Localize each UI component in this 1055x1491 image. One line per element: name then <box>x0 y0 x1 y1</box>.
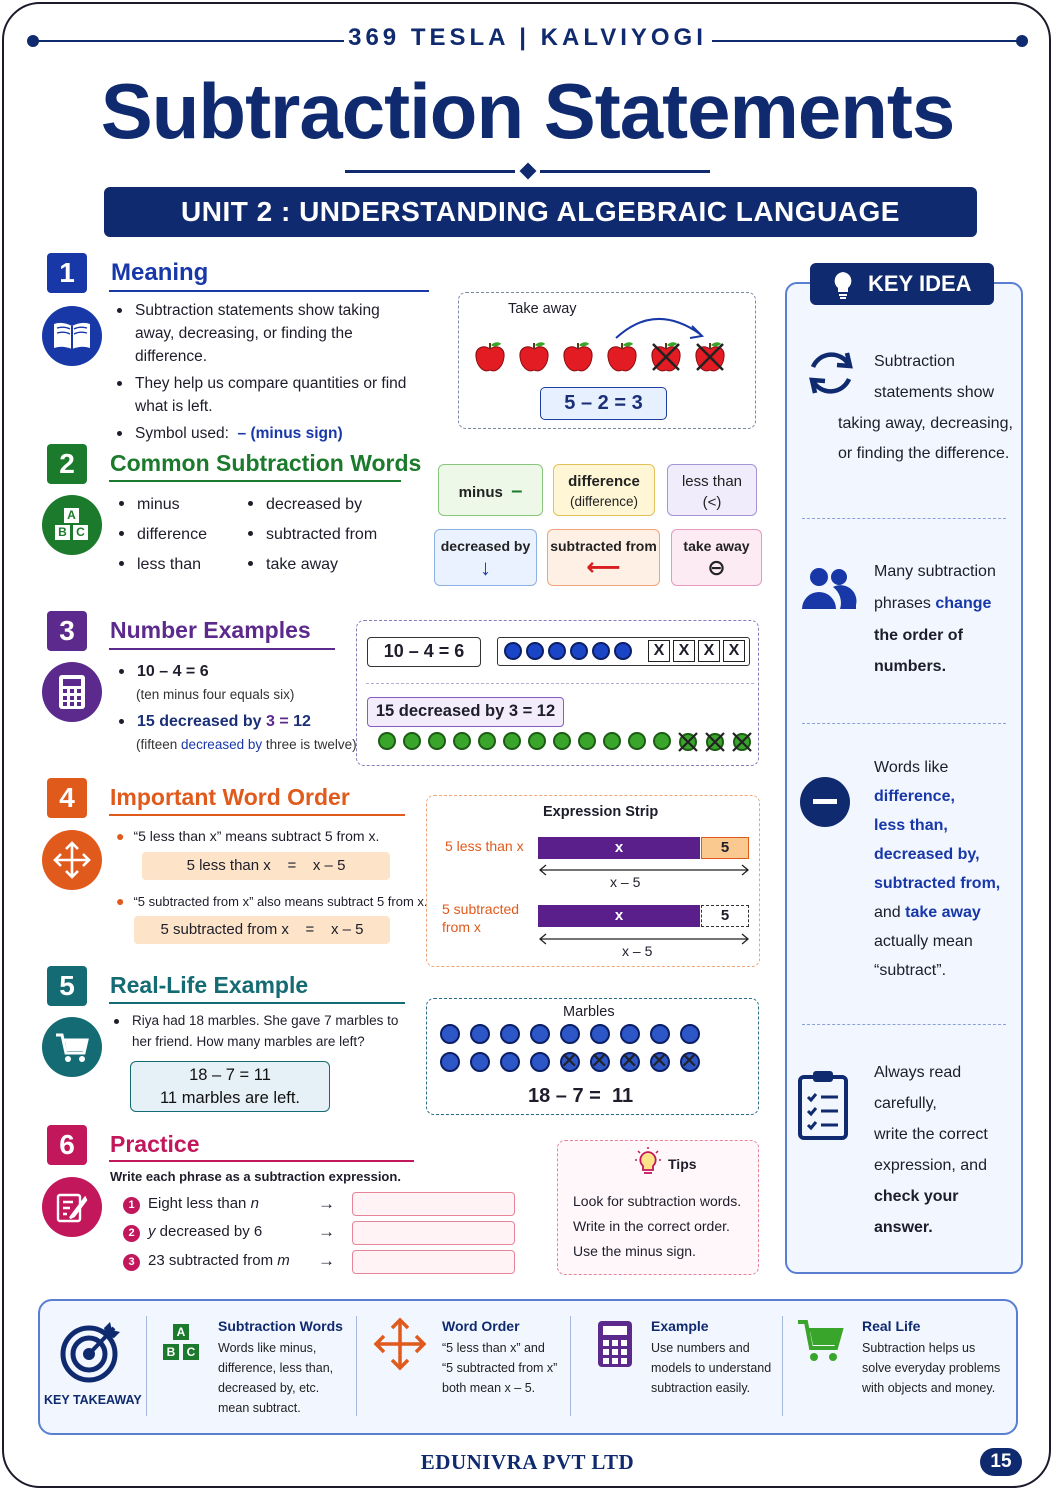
section-6-title: Practice <box>110 1131 200 1157</box>
takeaway-cart-icon <box>796 1318 846 1364</box>
word-decreased-by: decreased by <box>244 492 404 518</box>
chip-difference-sub: (difference) <box>569 494 639 509</box>
chip-minus-label: minus <box>458 484 503 501</box>
green-dot <box>428 732 446 750</box>
word-order-bullet-2: ● “5 subtracted from x” also means subtract 5 from x. <box>116 893 428 909</box>
example-2-words-c: three is twelve) <box>265 737 357 752</box>
blue-dot <box>548 642 566 660</box>
practice-instructions: Write each phrase as a subtraction expression. <box>110 1169 401 1184</box>
marbles-label: Marbles <box>563 1004 615 1020</box>
answer-eq: 18 – 7 = 11 <box>189 1066 271 1084</box>
block-a: A <box>64 508 79 523</box>
crossed-marble <box>620 1052 640 1072</box>
key-3-subtracted-from: subtracted from, <box>874 875 1001 892</box>
key-4-line-5: check your <box>874 1188 959 1205</box>
marble <box>620 1024 640 1044</box>
word-order-highlight-2 <box>134 916 390 944</box>
strip-1-span-arrow <box>538 864 750 876</box>
takeaway-3-l2: models to understand <box>651 1361 772 1375</box>
takeaway-3-l1: Use numbers and <box>651 1341 750 1355</box>
takeaway-block-b: B <box>163 1344 179 1360</box>
q2-var: y <box>148 1223 156 1240</box>
marble <box>560 1024 580 1044</box>
example-box-1: 10 – 4 = 6 <box>367 637 481 667</box>
chip-less-than <box>667 464 757 516</box>
blue-dot-row <box>504 642 632 660</box>
takeaway-4-l1: Subtraction helps us <box>862 1341 976 1355</box>
key-2-change: change <box>935 595 992 612</box>
strip-2-five: 5 <box>701 905 749 927</box>
green-dot <box>528 732 546 750</box>
crossed-green-dot <box>705 732 725 752</box>
title-rule-right <box>540 170 710 173</box>
apple <box>517 340 551 374</box>
header-rule-right <box>712 40 1022 42</box>
key-2-line-4: numbers. <box>874 658 947 675</box>
number-examples-list <box>115 660 355 760</box>
example-2-phrase: 15 decreased by <box>137 713 262 730</box>
section-3-rule <box>109 648 335 650</box>
word-list-left <box>115 492 245 582</box>
symbol-label: Symbol used: <box>135 425 229 442</box>
section-6-number: 6 <box>47 1125 87 1165</box>
circled-minus-icon: ⊖ <box>707 555 726 580</box>
takeaway-block-a: A <box>173 1324 189 1340</box>
green-dot <box>553 732 571 750</box>
section-4-rule <box>109 814 405 816</box>
marble <box>680 1024 700 1044</box>
meaning-bullet-3 <box>113 422 423 445</box>
crossed-apple <box>649 340 683 374</box>
page-title: Subtraction Statements <box>100 67 955 155</box>
strip-label-2a: 5 subtracted <box>442 901 520 917</box>
strip-label-2 <box>442 900 519 936</box>
word-order-bullet-1: ● “5 less than x” means subtract 5 from x. <box>116 828 380 844</box>
key-1-line-3: taking away, decreasing, <box>838 415 1013 432</box>
key-4-line-6: answer. <box>874 1219 933 1236</box>
crossed-marble <box>650 1052 670 1072</box>
crossed-apple <box>693 340 727 374</box>
q2-arrow: → <box>318 1222 335 1241</box>
h1-phrase: 5 less than x <box>186 857 271 874</box>
chip-take-label: take away <box>683 538 750 554</box>
marble <box>650 1024 670 1044</box>
section-2-title: Common Subtraction Words <box>110 450 422 476</box>
calculator-icon <box>42 662 102 722</box>
green-dot <box>478 732 496 750</box>
take-away-label: Take away <box>508 301 577 317</box>
section-4-number: 4 <box>47 778 87 818</box>
takeaway-2-l1: “5 less than x” and <box>442 1341 545 1355</box>
section-2-number: 2 <box>47 444 87 484</box>
crossed-box: X <box>648 640 670 662</box>
crossed-box-row <box>648 640 745 662</box>
chip-take-away <box>671 529 762 586</box>
chip-difference-label: difference <box>568 473 640 490</box>
marble <box>440 1024 460 1044</box>
takeaway-col-3 <box>651 1316 771 1398</box>
takeaway-1-title: Subtraction Words <box>218 1318 343 1334</box>
h1-equals: = <box>287 857 297 874</box>
apple <box>473 340 507 374</box>
key-3-difference: difference, <box>874 788 955 805</box>
title-rule-left <box>345 170 515 173</box>
takeaway-2-l2: “5 subtracted from x” <box>442 1361 558 1375</box>
chip-minus <box>438 464 543 516</box>
section-5-title: Real-Life Example <box>110 972 309 998</box>
q1-var: n <box>250 1195 259 1212</box>
chip-subtracted-label: subtracted from <box>550 538 657 554</box>
example-2-equals: = <box>279 713 289 730</box>
takeaway-4-l2: solve everyday problems <box>862 1361 1001 1375</box>
apple <box>561 340 595 374</box>
tips-list <box>573 1189 741 1264</box>
refresh-cycle-icon <box>803 345 859 401</box>
key-3-text <box>874 753 1000 985</box>
meaning-bullet-1: Subtraction statements show taking away, decreasing, or finding the difference. <box>113 299 423 368</box>
answer-input-3[interactable] <box>352 1250 515 1274</box>
tips-title: Tips <box>668 1156 697 1172</box>
takeaway-sep-4 <box>782 1316 783 1416</box>
section-3-number: 3 <box>47 611 87 651</box>
down-arrow-icon: ↓ <box>480 555 491 580</box>
green-dot <box>453 732 471 750</box>
strip-label-2b: from x <box>442 919 481 935</box>
key-3-subtract: “subtract”. <box>874 962 947 979</box>
lightbulb-icon <box>633 1146 663 1178</box>
blue-dot <box>504 642 522 660</box>
word-difference: difference <box>115 522 245 548</box>
word-subtracted-from: subtracted from <box>244 522 404 548</box>
key-4-line-1: Always read <box>874 1064 962 1081</box>
green-dot-row <box>378 732 752 752</box>
takeaway-col-2 <box>442 1316 557 1398</box>
takeaway-1-l2: difference, less than, <box>218 1361 334 1375</box>
key-3-words-like: Words like <box>874 759 949 776</box>
strip-2-result: x – 5 <box>622 943 653 959</box>
marble <box>470 1024 490 1044</box>
key-1-line-2: statements show <box>874 384 995 401</box>
clipboard-checklist-icon <box>797 1069 849 1141</box>
header-dot-right <box>1016 35 1028 47</box>
h1-expr: x – 5 <box>312 857 346 874</box>
takeaway-2-l3: both mean x – 5. <box>442 1381 536 1395</box>
tip-3: Use the minus sign. <box>573 1243 696 1259</box>
practice-q2 <box>123 1223 262 1242</box>
green-dot <box>403 732 421 750</box>
key-idea-header: KEY IDEA <box>810 263 994 305</box>
example-2-words-a: (fifteen <box>136 737 178 752</box>
blue-dot <box>614 642 632 660</box>
word-less-than: less than <box>115 552 245 578</box>
takeaway-sep-1 <box>146 1316 147 1416</box>
key-divider-3 <box>802 1024 1006 1025</box>
brand-text: 369 TESLA | KALVIYOGI <box>348 24 707 51</box>
word-order-text-1: “5 less than x” means subtract 5 from x. <box>133 828 380 844</box>
key-4-line-4: expression, and <box>874 1157 987 1174</box>
takeaway-sep-3 <box>570 1316 571 1416</box>
examples-divider <box>366 683 754 684</box>
crossed-marble <box>590 1052 610 1072</box>
q3-text: 23 subtracted from <box>148 1252 278 1269</box>
q3-number: 3 <box>123 1254 140 1271</box>
chip-difference <box>553 464 655 516</box>
unit-banner: UNIT 2 : UNDERSTANDING ALGEBRAIC LANGUAGE <box>104 187 977 237</box>
section-1-title: Meaning <box>111 259 209 286</box>
apple <box>605 340 639 374</box>
take-away-equation: 5 – 2 = 3 <box>540 387 667 420</box>
blue-dot <box>570 642 588 660</box>
crossed-marble <box>560 1052 580 1072</box>
practice-q3 <box>123 1252 290 1271</box>
answer-input-2[interactable] <box>352 1221 515 1245</box>
green-dot <box>653 732 671 750</box>
green-dot <box>628 732 646 750</box>
minus-symbol: – <box>511 480 523 502</box>
minus-sign-text: – (minus sign) <box>237 425 343 442</box>
strip-1-five: 5 <box>701 837 749 859</box>
q2-number: 2 <box>123 1225 140 1242</box>
crossed-green-dot <box>678 732 698 752</box>
q1-arrow: → <box>318 1194 335 1213</box>
tip-1: Look for subtraction words. <box>573 1193 742 1209</box>
takeaway-sep-2 <box>356 1316 357 1416</box>
key-4-line-3: write the correct <box>874 1126 988 1143</box>
crossed-box: X <box>723 640 745 662</box>
h2-expr: x – 5 <box>330 921 364 938</box>
marble <box>590 1024 610 1044</box>
curve-arrow-icon <box>610 308 710 344</box>
answer-words: 11 marbles are left. <box>159 1089 300 1107</box>
blue-dot <box>592 642 610 660</box>
section-4-title: Important Word Order <box>110 784 350 810</box>
marble <box>470 1052 490 1072</box>
chip-less-label: less than <box>681 473 743 490</box>
key-2-line-3: the order of <box>874 627 963 644</box>
marble-row-2 <box>440 1052 700 1072</box>
key-3-decreased-by: decreased by, <box>874 846 980 863</box>
move-arrows-icon <box>42 830 102 890</box>
example-2-result: 12 <box>293 713 311 730</box>
key-1-line-1: Subtraction <box>874 353 955 370</box>
crossed-marble <box>680 1052 700 1072</box>
crossed-box: X <box>698 640 720 662</box>
word-take-away: take away <box>244 552 404 578</box>
strip-2-x: x <box>538 905 700 927</box>
example-1-eq: 10 – 4 = 6 <box>137 663 209 680</box>
example-1-words: (ten minus four equals six) <box>136 687 295 702</box>
q2-text: decreased by 6 <box>155 1223 263 1240</box>
key-4-line-2: carefully, <box>874 1095 937 1112</box>
takeaway-4-l3: with objects and money. <box>862 1381 996 1395</box>
practice-q1 <box>123 1195 259 1214</box>
block-c: C <box>73 525 88 540</box>
section-3-title: Number Examples <box>110 617 311 643</box>
footer-company: EDUNIVRA PVT LTD <box>420 1450 635 1474</box>
example-2 <box>115 710 355 756</box>
marble <box>440 1052 460 1072</box>
key-3-and: and <box>874 904 901 921</box>
word-order-highlight-1 <box>142 852 390 880</box>
strip-1-x: x <box>538 837 700 859</box>
q3-var: m <box>277 1252 290 1269</box>
h2-phrase: 5 subtracted from x <box>160 921 289 938</box>
key-2-line-1: Many subtraction <box>874 563 996 580</box>
answer-input-1[interactable] <box>352 1192 515 1216</box>
takeaway-3-l3: subtraction easily. <box>651 1381 751 1395</box>
strip-1-result: x – 5 <box>610 874 641 890</box>
key-idea-bulb-icon <box>832 270 854 300</box>
takeaway-4-title: Real Life <box>862 1318 921 1334</box>
takeaway-col-1 <box>218 1316 343 1418</box>
h2-equals: = <box>305 921 315 938</box>
expression-strip-title: Expression Strip <box>543 804 659 820</box>
takeaway-2-title: Word Order <box>442 1318 520 1334</box>
key-divider-2 <box>802 723 1006 724</box>
crossed-box: X <box>673 640 695 662</box>
section-6-rule <box>109 1160 414 1162</box>
q1-number: 1 <box>123 1197 140 1214</box>
people-icon <box>800 565 858 615</box>
edit-note-icon <box>42 1177 102 1237</box>
q1-text: Eight less than <box>148 1195 251 1212</box>
green-dot <box>603 732 621 750</box>
book-icon <box>42 306 102 366</box>
green-dot <box>378 732 396 750</box>
key-3-take-away: take away <box>905 904 981 921</box>
green-dot <box>578 732 596 750</box>
takeaway-col-4 <box>862 1316 1000 1398</box>
page-number: 15 <box>980 1448 1022 1476</box>
tip-2: Write in the correct order. <box>573 1218 730 1234</box>
strip-label-1: 5 less than x <box>445 838 524 854</box>
takeaway-3-title: Example <box>651 1318 709 1334</box>
takeaway-calculator-icon <box>597 1320 633 1368</box>
chip-less-symbol: (<) <box>702 494 722 511</box>
blue-dot <box>526 642 544 660</box>
section-1-rule <box>109 290 429 292</box>
section-5-number: 5 <box>47 966 87 1006</box>
word-minus: minus <box>115 492 245 518</box>
key-2-line-2 <box>874 588 991 619</box>
word-order-text-2: “5 subtracted from x” also means subtract 5 from x. <box>133 894 428 909</box>
example-box-2: 15 decreased by 3 = 12 <box>367 697 564 727</box>
takeaway-1-l1: Words like minus, <box>218 1341 317 1355</box>
key-2-phrases: phrases <box>874 595 931 612</box>
real-life-problem: Riya had 18 marbles. She gave 7 marbles to her friend. How many marbles are left? <box>110 1010 418 1052</box>
target-icon <box>58 1318 124 1384</box>
takeaway-abc-icon <box>160 1324 202 1364</box>
takeaway-1-l4: mean subtract. <box>218 1401 301 1415</box>
marble <box>500 1024 520 1044</box>
marbles-equation: 18 – 7 = 11 <box>528 1085 634 1107</box>
example-1 <box>115 660 355 706</box>
q3-arrow: → <box>318 1251 335 1270</box>
chip-subtracted-from <box>547 529 660 586</box>
green-dot <box>503 732 521 750</box>
key-3-actually-mean: actually mean <box>874 933 973 950</box>
section-1-number: 1 <box>47 253 87 293</box>
section-5-rule <box>109 1002 405 1004</box>
key-divider-1 <box>802 518 1006 519</box>
marble <box>530 1052 550 1072</box>
left-arrow-icon: ⟵ <box>586 554 621 581</box>
takeaway-block-c: C <box>183 1344 199 1360</box>
marble <box>530 1024 550 1044</box>
example-2-words-b: decreased by <box>181 737 263 752</box>
marble-row-1 <box>440 1024 700 1044</box>
chip-decreased-by <box>434 529 537 586</box>
section-1-bullets <box>113 299 423 449</box>
meaning-bullet-2: They help us compare quantities or find what is left. <box>113 372 423 418</box>
section-2-rule <box>109 480 401 482</box>
minus-circle-icon <box>800 777 850 827</box>
example-2-three: 3 <box>265 713 275 730</box>
abc-blocks-icon <box>42 495 102 555</box>
real-life-answer <box>130 1061 330 1112</box>
block-b: B <box>55 525 70 540</box>
word-list-right <box>244 492 404 582</box>
key-1-line-4: or finding the difference. <box>838 445 1010 462</box>
shopping-cart-icon <box>42 1017 102 1077</box>
key-takeaway-label: KEY TAKEAWAY <box>44 1393 142 1407</box>
real-life-bullets <box>110 1010 418 1056</box>
key-3-less-than: less than, <box>874 817 948 834</box>
marble <box>500 1052 520 1072</box>
takeaway-1-l3: decreased by, etc. <box>218 1381 320 1395</box>
crossed-green-dot <box>732 732 752 752</box>
chip-decreased-label: decreased by <box>440 538 531 554</box>
takeaway-arrows-icon <box>372 1316 428 1372</box>
